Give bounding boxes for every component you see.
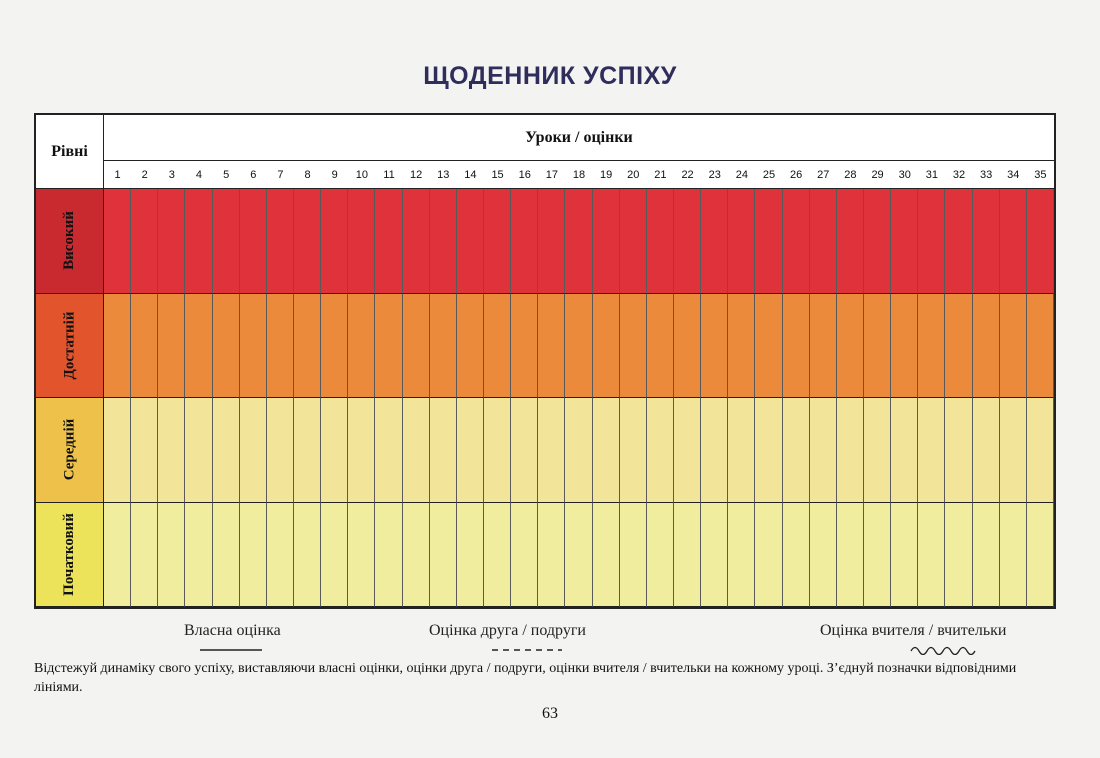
grade-cell[interactable]	[837, 398, 864, 503]
lesson-number: 18	[565, 161, 592, 189]
grade-cell[interactable]	[185, 503, 212, 608]
grade-cell[interactable]	[973, 294, 1000, 399]
grade-cell[interactable]	[484, 503, 511, 608]
grade-cell[interactable]	[565, 294, 592, 399]
lesson-number: 32	[945, 161, 972, 189]
grade-cell[interactable]	[701, 189, 728, 294]
lesson-number: 6	[240, 161, 267, 189]
grade-cell[interactable]	[403, 294, 430, 399]
lesson-number: 24	[728, 161, 755, 189]
grade-cell[interactable]	[973, 503, 1000, 608]
level-label-text: Початковий	[61, 512, 77, 596]
grade-cell[interactable]	[647, 294, 674, 399]
grade-cell[interactable]	[1000, 503, 1027, 608]
grade-cell[interactable]	[430, 189, 457, 294]
grade-cell[interactable]	[240, 398, 267, 503]
grade-cell[interactable]	[185, 189, 212, 294]
grade-cell[interactable]	[294, 398, 321, 503]
grade-cell[interactable]	[321, 398, 348, 503]
grade-cell[interactable]	[755, 503, 782, 608]
page-number: 63	[542, 705, 558, 722]
grade-cell[interactable]	[1027, 503, 1054, 608]
grade-cell[interactable]	[728, 294, 755, 399]
grade-cell[interactable]	[131, 398, 158, 503]
legend-friend-grade: Оцінка друга / подруги	[429, 622, 586, 639]
grade-cell[interactable]	[593, 503, 620, 608]
grade-cell[interactable]	[918, 294, 945, 399]
grade-cell[interactable]	[484, 294, 511, 399]
lesson-number: 25	[755, 161, 782, 189]
level-label	[36, 294, 104, 399]
grade-cell[interactable]	[1000, 189, 1027, 294]
grade-cell[interactable]	[810, 294, 837, 399]
grade-cell[interactable]	[565, 189, 592, 294]
level-label	[36, 398, 104, 503]
grade-cell[interactable]	[185, 398, 212, 503]
grade-cell[interactable]	[701, 294, 728, 399]
lesson-number: 5	[213, 161, 240, 189]
level-label	[36, 503, 104, 608]
grade-cell[interactable]	[783, 398, 810, 503]
grade-cell[interactable]	[810, 398, 837, 503]
grade-cell[interactable]	[1000, 294, 1027, 399]
lesson-number: 23	[701, 161, 728, 189]
lesson-number: 13	[430, 161, 457, 189]
grade-cell[interactable]	[538, 398, 565, 503]
legend-solid-line	[200, 647, 264, 653]
level-label-text: Високий	[60, 211, 77, 271]
grade-cell[interactable]	[511, 398, 538, 503]
grade-cell[interactable]	[104, 189, 131, 294]
grade-cell[interactable]	[375, 398, 402, 503]
page-title: ЩОДЕННИК УСПІХУ	[423, 62, 677, 90]
grade-cell[interactable]	[1000, 398, 1027, 503]
grade-cell[interactable]	[348, 189, 375, 294]
grade-cell[interactable]	[240, 503, 267, 608]
lesson-number: 35	[1027, 161, 1054, 189]
lesson-number: 22	[674, 161, 701, 189]
grade-cell[interactable]	[728, 398, 755, 503]
grade-cell[interactable]	[131, 189, 158, 294]
grade-cell[interactable]	[918, 503, 945, 608]
grade-cell[interactable]	[1027, 189, 1054, 294]
grade-cell[interactable]	[620, 294, 647, 399]
grade-cell[interactable]	[565, 398, 592, 503]
lesson-number: 34	[1000, 161, 1027, 189]
grade-cell[interactable]	[647, 189, 674, 294]
grade-cell[interactable]	[158, 294, 185, 399]
grade-cell[interactable]	[321, 294, 348, 399]
level-label-text: Середній	[61, 418, 77, 481]
grade-cell[interactable]	[837, 503, 864, 608]
grade-cell[interactable]	[294, 189, 321, 294]
grade-cell[interactable]	[837, 294, 864, 399]
grade-cell[interactable]	[810, 503, 837, 608]
grade-cell[interactable]	[457, 503, 484, 608]
grade-cell[interactable]	[864, 294, 891, 399]
grade-cell[interactable]	[158, 503, 185, 608]
grade-cell[interactable]	[240, 294, 267, 399]
lesson-number: 11	[375, 161, 402, 189]
lesson-number: 31	[918, 161, 945, 189]
grade-cell[interactable]	[891, 503, 918, 608]
grade-cell[interactable]	[104, 294, 131, 399]
grade-cell[interactable]	[430, 503, 457, 608]
lesson-number: 29	[864, 161, 891, 189]
grade-cell[interactable]	[945, 503, 972, 608]
lesson-number: 7	[267, 161, 294, 189]
lesson-number: 16	[511, 161, 538, 189]
grade-cell[interactable]	[158, 189, 185, 294]
lesson-number: 17	[538, 161, 565, 189]
grade-cell[interactable]	[755, 294, 782, 399]
grade-cell[interactable]	[891, 189, 918, 294]
lesson-number: 2	[131, 161, 158, 189]
grade-cell[interactable]	[457, 398, 484, 503]
grade-cell[interactable]	[213, 294, 240, 399]
lesson-number: 9	[321, 161, 348, 189]
grade-cell[interactable]	[538, 294, 565, 399]
grade-cell[interactable]	[783, 189, 810, 294]
lessons-grades-header: Уроки / оцінки	[104, 115, 1054, 161]
grade-cell[interactable]	[104, 398, 131, 503]
grade-cell[interactable]	[267, 294, 294, 399]
levels-header: Рівні	[36, 115, 104, 189]
grade-cell[interactable]	[294, 503, 321, 608]
grade-cell[interactable]	[647, 398, 674, 503]
grade-cell[interactable]	[973, 398, 1000, 503]
grade-cell[interactable]	[240, 189, 267, 294]
grade-cell[interactable]	[321, 189, 348, 294]
grade-cell[interactable]	[864, 503, 891, 608]
grade-cell[interactable]	[945, 189, 972, 294]
grade-cell[interactable]	[375, 294, 402, 399]
lesson-number: 21	[647, 161, 674, 189]
grade-cell[interactable]	[267, 398, 294, 503]
grade-cell[interactable]	[131, 503, 158, 608]
grade-cell[interactable]	[593, 398, 620, 503]
grade-cell[interactable]	[973, 189, 1000, 294]
success-diary-table	[34, 113, 1056, 609]
legend-teacher-grade: Оцінка вчителя / вчительки	[820, 622, 1007, 639]
legend-own-grade: Власна оцінка	[184, 622, 281, 639]
grade-cell[interactable]	[348, 398, 375, 503]
grade-cell[interactable]	[538, 189, 565, 294]
lesson-number: 20	[620, 161, 647, 189]
grade-cell[interactable]	[918, 398, 945, 503]
legend-dashed-line	[492, 647, 564, 653]
lesson-number: 33	[973, 161, 1000, 189]
instructions-text: Відстежуй динаміку свого успіху, виставляючи власні оцінки, оцінки друга / подруги, оцінки вчителя / вчительки на кожному уроці. З’єднуй позначки відповідними лініями.	[34, 661, 1017, 695]
grade-cell[interactable]	[131, 294, 158, 399]
grade-cell[interactable]	[647, 503, 674, 608]
grade-cell[interactable]	[185, 294, 212, 399]
grade-cell[interactable]	[918, 189, 945, 294]
lesson-number: 8	[294, 161, 321, 189]
grade-cell[interactable]	[511, 189, 538, 294]
grade-cell[interactable]	[728, 189, 755, 294]
grade-cell[interactable]	[213, 398, 240, 503]
grade-cell[interactable]	[565, 503, 592, 608]
grade-cell[interactable]	[294, 294, 321, 399]
grade-cell[interactable]	[267, 189, 294, 294]
grade-cell[interactable]	[620, 503, 647, 608]
grade-cell[interactable]	[674, 294, 701, 399]
grade-cell[interactable]	[1027, 294, 1054, 399]
grade-cell[interactable]	[674, 398, 701, 503]
grade-cell[interactable]	[674, 503, 701, 608]
grade-cell[interactable]	[457, 294, 484, 399]
lesson-number: 12	[403, 161, 430, 189]
grade-cell[interactable]	[945, 398, 972, 503]
lesson-number: 1	[104, 161, 131, 189]
grade-cell[interactable]	[375, 503, 402, 608]
grade-cell[interactable]	[213, 503, 240, 608]
grade-cell[interactable]	[810, 189, 837, 294]
lesson-number: 26	[783, 161, 810, 189]
grade-cell[interactable]	[348, 503, 375, 608]
grade-cell[interactable]	[945, 294, 972, 399]
grade-cell[interactable]	[430, 398, 457, 503]
grade-cell[interactable]	[864, 189, 891, 294]
grade-cell[interactable]	[755, 398, 782, 503]
grade-cell[interactable]	[593, 294, 620, 399]
lesson-number: 10	[348, 161, 375, 189]
grade-cell[interactable]	[538, 503, 565, 608]
legend-wavy-line	[910, 643, 976, 655]
grade-cell[interactable]	[891, 294, 918, 399]
grade-cell[interactable]	[593, 189, 620, 294]
grade-cell[interactable]	[1027, 398, 1054, 503]
lesson-number: 3	[158, 161, 185, 189]
grade-cell[interactable]	[484, 189, 511, 294]
grade-cell[interactable]	[511, 503, 538, 608]
grade-cell[interactable]	[891, 398, 918, 503]
lesson-number: 19	[593, 161, 620, 189]
grade-cell[interactable]	[511, 294, 538, 399]
level-label-text: Достатній	[61, 311, 77, 380]
lesson-number: 30	[891, 161, 918, 189]
lesson-number: 4	[185, 161, 212, 189]
grade-cell[interactable]	[158, 398, 185, 503]
grade-cell[interactable]	[755, 189, 782, 294]
grade-cell[interactable]	[701, 503, 728, 608]
lesson-number: 27	[810, 161, 837, 189]
lesson-number: 28	[837, 161, 864, 189]
grade-cell[interactable]	[620, 189, 647, 294]
grade-cell[interactable]	[403, 398, 430, 503]
lesson-number: 15	[484, 161, 511, 189]
grade-cell[interactable]	[674, 189, 701, 294]
grade-cell[interactable]	[783, 294, 810, 399]
grade-cell[interactable]	[864, 398, 891, 503]
grade-cell[interactable]	[375, 189, 402, 294]
grade-cell[interactable]	[783, 503, 810, 608]
grade-cell[interactable]	[701, 398, 728, 503]
lesson-number: 14	[457, 161, 484, 189]
grade-cell[interactable]	[728, 503, 755, 608]
grade-cell[interactable]	[104, 503, 131, 608]
grade-cell[interactable]	[321, 503, 348, 608]
grade-cell[interactable]	[213, 189, 240, 294]
level-label	[36, 189, 104, 294]
grade-cell[interactable]	[403, 503, 430, 608]
grade-cell[interactable]	[484, 398, 511, 503]
grade-cell[interactable]	[837, 189, 864, 294]
grade-cell[interactable]	[348, 294, 375, 399]
grade-cell[interactable]	[267, 503, 294, 608]
grade-cell[interactable]	[620, 398, 647, 503]
grade-cell[interactable]	[457, 189, 484, 294]
grade-cell[interactable]	[403, 189, 430, 294]
grade-cell[interactable]	[430, 294, 457, 399]
